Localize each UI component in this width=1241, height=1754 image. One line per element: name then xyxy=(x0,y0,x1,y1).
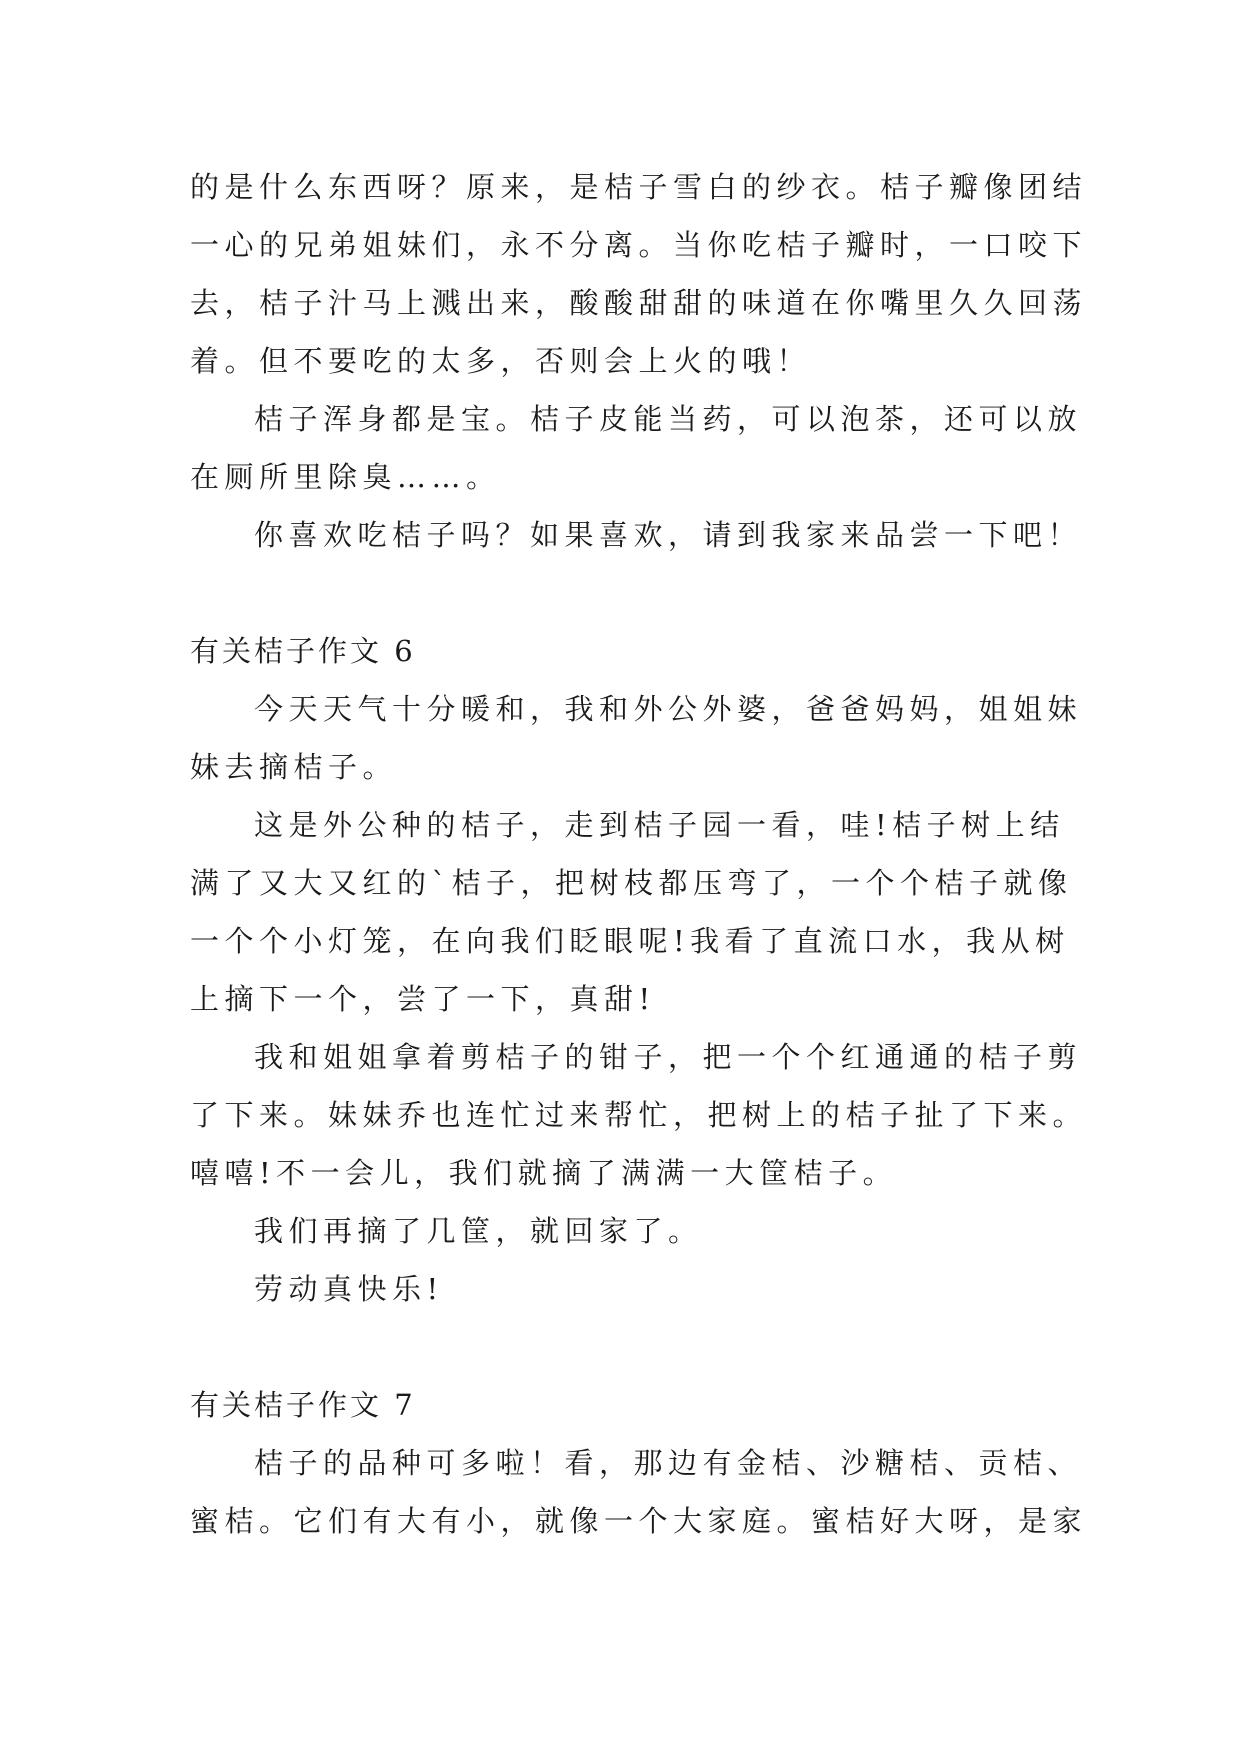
paragraph-line: 桔子的品种可多啦！看，那边有金桔、沙糖桔、贡桔、 xyxy=(254,1446,1083,1480)
paragraph-line: 你喜欢吃桔子吗？如果喜欢，请到我家来品尝一下吧！ xyxy=(254,518,1083,552)
paragraph-line: 在厕所里除臭……。 xyxy=(190,460,501,494)
paragraph-line: 妹去摘桔子。 xyxy=(190,750,398,784)
paragraph-line: 满了又大又红的`桔子，把树枝都压弯了，一个个桔子就像 xyxy=(190,866,1073,900)
paragraph-line: 我们再摘了几筐，就回家了。 xyxy=(254,1214,703,1248)
paragraph-line: 嘻嘻!不一会儿，我们就摘了满满一大筐桔子。 xyxy=(190,1156,898,1190)
paragraph-line: 桔子浑身都是宝。桔子皮能当药，可以泡茶，还可以放 xyxy=(254,402,1083,436)
paragraph-line: 着。但不要吃的太多，否则会上火的哦！ xyxy=(190,344,812,378)
paragraph-line: 的是什么东西呀？原来，是桔子雪白的纱衣。桔子瓣像团结 xyxy=(190,170,1088,204)
paragraph-line: 今天天气十分暖和，我和外公外婆，爸爸妈妈，姐姐妹 xyxy=(254,692,1083,726)
paragraph-line: 去，桔子汁马上溅出来，酸酸甜甜的味道在你嘴里久久回荡 xyxy=(190,286,1088,320)
section-heading: 有关桔子作文 6 xyxy=(190,634,416,668)
paragraph-line: 了下来。妹妹乔也连忙过来帮忙，把树上的桔子扯了下来。 xyxy=(190,1098,1088,1132)
paragraph-line: 劳动真快乐! xyxy=(254,1272,444,1306)
paragraph-line: 上摘下一个，尝了一下，真甜! xyxy=(190,982,656,1016)
section-heading: 有关桔子作文 7 xyxy=(190,1388,416,1422)
paragraph-line: 这是外公种的桔子，走到桔子园一看，哇!桔子树上结 xyxy=(254,808,1065,842)
paragraph-line: 蜜桔。它们有大有小，就像一个大家庭。蜜桔好大呀，是家 xyxy=(190,1504,1088,1538)
paragraph-line: 一个个小灯笼，在向我们眨眼呢!我看了直流口水，我从树 xyxy=(190,924,1070,958)
paragraph-line: 我和姐姐拿着剪桔子的钳子，把一个个红通通的桔子剪 xyxy=(254,1040,1083,1074)
paragraph-line: 一心的兄弟姐妹们，永不分离。当你吃桔子瓣时，一口咬下 xyxy=(190,228,1088,262)
